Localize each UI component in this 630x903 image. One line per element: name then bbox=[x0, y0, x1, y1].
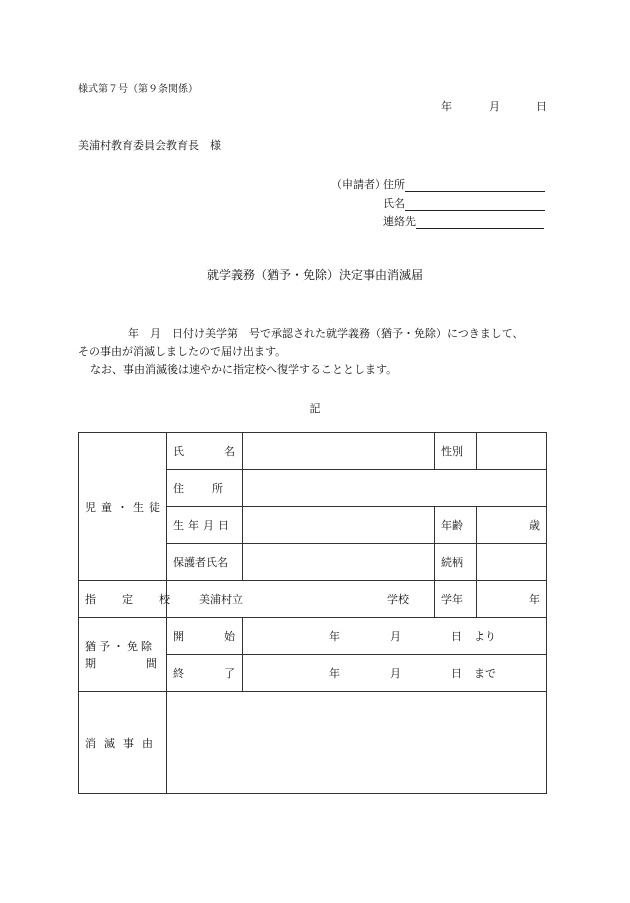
body-line-3: なお、事由消滅後は速やかに指定校へ復学することとします。 bbox=[90, 363, 398, 376]
start-label: 開始 bbox=[173, 630, 275, 643]
birthdate-label-cell bbox=[167, 507, 243, 544]
end-year: 年 bbox=[329, 667, 340, 680]
birthdate-label: 生年月日 bbox=[173, 519, 233, 532]
applicant-address-row bbox=[383, 176, 545, 192]
grade-unit: 年 bbox=[529, 593, 540, 606]
body-line-2: その事由が消滅しましたので届け出ます。 bbox=[78, 345, 287, 358]
grade-label-cell: 学年 bbox=[435, 581, 477, 618]
table-row bbox=[79, 433, 547, 470]
period-label-line2: 期間 bbox=[85, 656, 207, 670]
relation-label-cell: 続柄 bbox=[435, 544, 477, 581]
age-value-cell[interactable] bbox=[477, 507, 547, 544]
age-label-cell: 年齢 bbox=[435, 507, 477, 544]
address-value-cell[interactable] bbox=[243, 470, 547, 507]
date-year-label: 年 bbox=[441, 100, 452, 113]
start-year: 年 bbox=[329, 630, 340, 643]
student-group-label: 児童・生徒 bbox=[85, 500, 165, 514]
addressee: 美浦村教育委員会教育長 様 bbox=[78, 139, 221, 152]
reason-label-cell bbox=[79, 692, 167, 794]
applicant-name-row bbox=[383, 195, 545, 211]
date-month-label: 月 bbox=[489, 100, 500, 113]
applicant-address-label: 住所 bbox=[383, 178, 405, 191]
relation-value-cell[interactable] bbox=[477, 544, 547, 581]
school-label: 指定校 bbox=[85, 593, 196, 606]
address-label-cell bbox=[167, 470, 251, 507]
form-table bbox=[78, 432, 547, 794]
address-label: 住所 bbox=[173, 482, 251, 495]
student-group-cell bbox=[79, 433, 167, 581]
reason-label: 消滅事由 bbox=[85, 736, 161, 750]
form-number: 様式第７号（第９条関係） bbox=[78, 84, 198, 95]
start-label-cell bbox=[167, 618, 275, 655]
start-month: 月 bbox=[390, 630, 401, 643]
school-label-cell bbox=[79, 581, 196, 618]
start-day: 日 bbox=[451, 630, 462, 643]
applicant-name-label: 氏名 bbox=[383, 197, 405, 210]
period-label-cell bbox=[79, 618, 207, 692]
ki-label: 記 bbox=[309, 402, 321, 415]
period-label-line2-wrap bbox=[85, 655, 207, 672]
school-value-cell[interactable] bbox=[167, 581, 435, 618]
end-value-cell[interactable] bbox=[243, 655, 547, 692]
end-day: 日 bbox=[451, 667, 462, 680]
applicant-contact-row bbox=[383, 213, 544, 229]
grade-value-cell[interactable] bbox=[477, 581, 547, 618]
end-until: まで bbox=[474, 667, 496, 680]
end-label: 終了 bbox=[173, 667, 275, 680]
applicant-address-field[interactable] bbox=[405, 179, 545, 192]
applicant-contact-label: 連絡先 bbox=[383, 215, 416, 228]
applicant-contact-field[interactable] bbox=[416, 216, 544, 229]
document-title: 就学義務（猶予・免除）決定事由消滅届 bbox=[206, 268, 423, 282]
table-row bbox=[79, 581, 547, 618]
body-line-1: 年 月 日付け美学第 号で承認された就学義務（猶予・免除）につきまして、 bbox=[128, 327, 524, 340]
reason-value-cell[interactable] bbox=[167, 692, 547, 794]
gender-value-cell[interactable] bbox=[477, 433, 547, 470]
guardian-value-cell[interactable] bbox=[243, 544, 435, 581]
table-row bbox=[79, 692, 547, 794]
gender-label-cell: 性別 bbox=[435, 433, 477, 470]
start-from: より bbox=[474, 630, 496, 643]
age-unit: 歳 bbox=[529, 519, 540, 532]
school-prefix: 美浦村立 bbox=[199, 593, 243, 606]
applicant-name-field[interactable] bbox=[405, 198, 545, 211]
table-row bbox=[79, 618, 547, 655]
period-label-line1: 猶予・免除 bbox=[85, 639, 155, 653]
school-suffix: 学校 bbox=[387, 593, 409, 606]
name-label: 氏名 bbox=[173, 445, 275, 458]
applicant-label: （申請者） bbox=[331, 178, 386, 191]
guardian-label-cell: 保護者氏名 bbox=[167, 544, 243, 581]
name-label-cell bbox=[167, 433, 275, 470]
birthdate-value-cell[interactable] bbox=[243, 507, 435, 544]
start-value-cell[interactable] bbox=[243, 618, 547, 655]
end-month: 月 bbox=[390, 667, 401, 680]
date-day-label: 日 bbox=[536, 100, 547, 113]
